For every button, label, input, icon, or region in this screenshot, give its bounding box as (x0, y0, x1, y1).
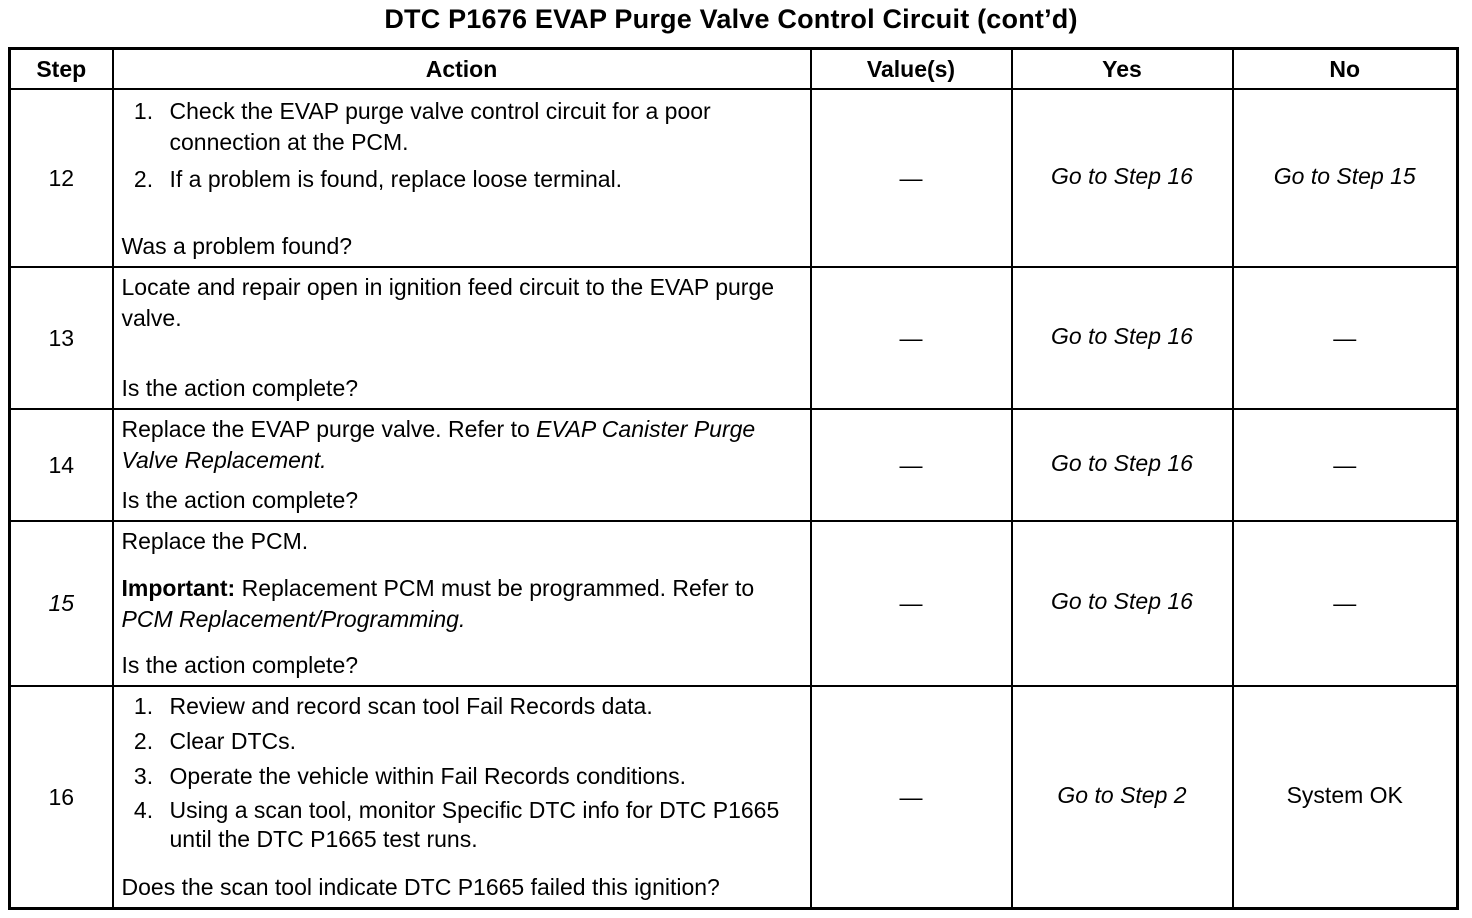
action-question: Was a problem found? (121, 233, 353, 259)
step-number: 15 (10, 521, 113, 686)
value-cell: — (811, 686, 1012, 909)
action-list (122, 691, 806, 854)
table-row-step-16 (10, 686, 1458, 909)
value-cell: — (811, 521, 1012, 686)
step-number: 12 (10, 89, 113, 267)
action-cell (113, 521, 811, 686)
header-yes: Yes (1012, 49, 1233, 90)
no-cell: — (1233, 521, 1458, 686)
header-values: Value(s) (811, 49, 1012, 90)
action-text: Replace the PCM. (121, 528, 309, 554)
action-text (122, 414, 806, 476)
page-title: DTC P1676 EVAP Purge Valve Control Circuit (cont’d) (384, 4, 1078, 34)
action-cell (113, 267, 811, 409)
important-reference-link: PCM Replacement/Programming. (121, 605, 466, 632)
action-list-item: 1. Review and record scan tool Fail Records data. (160, 691, 806, 722)
action-reference-link: EVAP Canister Purge Valve Replacement. (121, 416, 756, 473)
action-text-prefix: Replace the EVAP purge valve. Refer to (121, 416, 537, 442)
diagnostic-table (8, 47, 1459, 910)
action-list (122, 96, 806, 201)
yes-cell: Go to Step 2 (1012, 686, 1233, 909)
action-question: Is the action complete? (121, 375, 359, 401)
action-list-item: 2. Clear DTCs. (160, 726, 806, 757)
table-row-step-12 (10, 89, 1458, 267)
value-cell: — (811, 267, 1012, 409)
table-row-step-14 (10, 409, 1458, 521)
no-cell: — (1233, 267, 1458, 409)
action-text: Locate and repair open in ignition feed circuit to the EVAP purge valve. (121, 274, 775, 331)
step-number: 14 (10, 409, 113, 521)
table-header-row (10, 49, 1458, 90)
yes-cell: Go to Step 16 (1012, 267, 1233, 409)
action-list-item: 2. If a problem is found, replace loose terminal. (160, 164, 806, 195)
header-action: Action (113, 49, 811, 90)
important-label: Important: (121, 574, 236, 601)
yes-cell: Go to Step 16 (1012, 521, 1233, 686)
yes-cell: Go to Step 16 (1012, 89, 1233, 267)
yes-cell: Go to Step 16 (1012, 409, 1233, 521)
header-step: Step (10, 49, 113, 90)
header-no: No (1233, 49, 1458, 90)
action-list-item: 3. Operate the vehicle within Fail Records conditions. (160, 761, 806, 792)
table-row-step-15 (10, 521, 1458, 686)
important-text: Replacement PCM must be programmed. Refer to (235, 574, 755, 601)
table-row-step-13 (10, 267, 1458, 409)
no-cell: System OK (1233, 686, 1458, 909)
value-cell: — (811, 409, 1012, 521)
action-cell (113, 89, 811, 267)
important-note (122, 573, 806, 635)
step-number: 16 (10, 686, 113, 909)
no-cell: Go to Step 15 (1233, 89, 1458, 267)
no-cell: — (1233, 409, 1458, 521)
action-question: Is the action complete? (121, 652, 359, 678)
value-cell: — (811, 89, 1012, 267)
action-cell (113, 409, 811, 521)
action-list-item: 1. Check the EVAP purge valve control circuit for a poor connection at the PCM. (160, 96, 806, 158)
action-cell (113, 686, 811, 909)
action-list-item: 4. Using a scan tool, monitor Specific DTC info for DTC P1665 until the DTC P1665 test runs. (160, 796, 806, 854)
action-question: Is the action complete? (121, 487, 359, 513)
step-number: 13 (10, 267, 113, 409)
action-question: Does the scan tool indicate DTC P1665 failed this ignition? (121, 874, 720, 900)
